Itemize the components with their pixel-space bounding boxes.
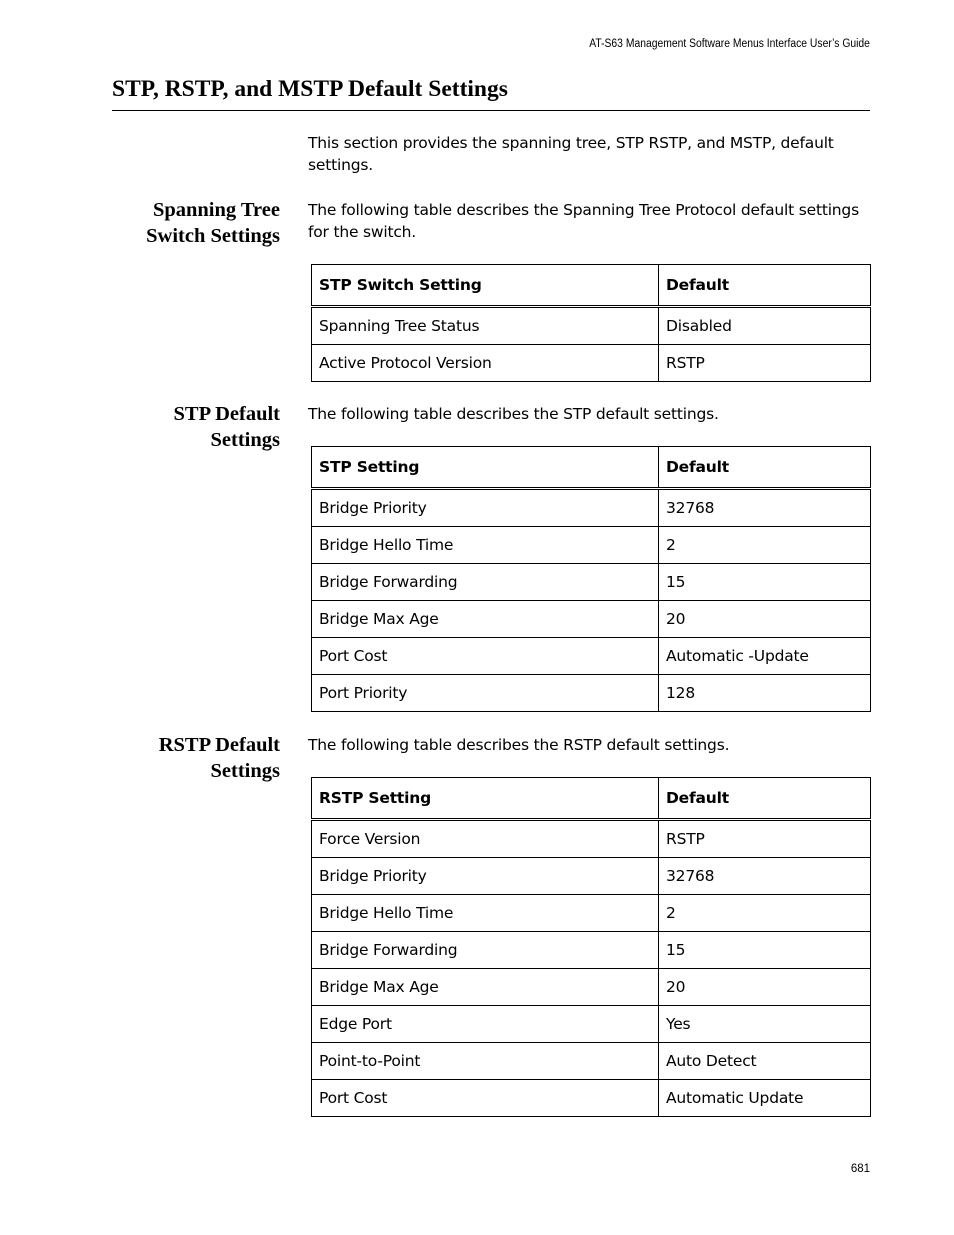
table-row bbox=[312, 489, 871, 527]
setting-name-cell: Bridge Max Age bbox=[312, 969, 659, 1006]
default-value-cell: 2 bbox=[659, 895, 871, 932]
default-value-cell: 15 bbox=[659, 932, 871, 969]
setting-name-cell: Bridge Forwarding bbox=[312, 932, 659, 969]
table-row bbox=[312, 1006, 871, 1043]
stp-settings-intro: The following table describes the STP default settings. bbox=[308, 405, 719, 423]
rstp-settings-heading bbox=[159, 732, 280, 784]
table-row bbox=[312, 564, 871, 601]
heading-line: Switch Settings bbox=[146, 225, 280, 247]
table-header-row bbox=[312, 265, 871, 307]
column-header-setting: STP Setting bbox=[312, 447, 659, 489]
table-row bbox=[312, 345, 871, 382]
heading-line: Spanning Tree bbox=[152, 199, 280, 221]
default-value-cell: 32768 bbox=[659, 858, 871, 895]
running-header: AT-S63 Management Software Menus Interface User’s Guide bbox=[589, 38, 870, 50]
default-value-cell: Automatic -Update bbox=[659, 638, 871, 675]
column-header-default: Default bbox=[659, 778, 871, 820]
table-row bbox=[312, 675, 871, 712]
column-header-default: Default bbox=[659, 447, 871, 489]
heading-line: RSTP Default bbox=[158, 734, 280, 756]
default-value-cell: RSTP bbox=[659, 345, 871, 382]
stp-settings-heading bbox=[174, 401, 281, 453]
setting-name-cell: Port Cost bbox=[312, 638, 659, 675]
default-value-cell: 2 bbox=[659, 527, 871, 564]
default-value-cell: 128 bbox=[659, 675, 871, 712]
default-value-cell: Disabled bbox=[659, 307, 871, 345]
setting-name-cell: Bridge Max Age bbox=[312, 601, 659, 638]
setting-name-cell: Bridge Hello Time bbox=[312, 527, 659, 564]
default-value-cell: 20 bbox=[659, 969, 871, 1006]
heading-line: Settings bbox=[210, 760, 280, 782]
default-value-cell: RSTP bbox=[659, 820, 871, 858]
table-row bbox=[312, 527, 871, 564]
page-title: STP, RSTP, and MSTP Default Settings bbox=[112, 76, 508, 102]
switch-settings-intro: The following table describes the Spanning Tree Protocol default settings for the switch. bbox=[308, 201, 859, 241]
section-intro: This section provides the spanning tree, STP RSTP, and MSTP, default settings. bbox=[308, 134, 834, 174]
setting-name-cell: Port Priority bbox=[312, 675, 659, 712]
setting-name-cell: Bridge Hello Time bbox=[312, 895, 659, 932]
rstp-settings-intro: The following table describes the RSTP default settings. bbox=[308, 736, 730, 754]
setting-name-cell: Bridge Priority bbox=[312, 858, 659, 895]
title-rule bbox=[112, 110, 870, 111]
page-number: 681 bbox=[850, 1163, 870, 1175]
default-value-cell: 32768 bbox=[659, 489, 871, 527]
switch-settings-heading bbox=[146, 197, 280, 249]
setting-name-cell: Active Protocol Version bbox=[312, 345, 659, 382]
table-row bbox=[312, 1043, 871, 1080]
default-value-cell: Yes bbox=[659, 1006, 871, 1043]
setting-name-cell: Spanning Tree Status bbox=[312, 307, 659, 345]
setting-name-cell: Bridge Forwarding bbox=[312, 564, 659, 601]
table-row bbox=[312, 1080, 871, 1117]
column-header-default: Default bbox=[659, 265, 871, 307]
setting-name-cell: Point-to-Point bbox=[312, 1043, 659, 1080]
table-header-row bbox=[312, 778, 871, 820]
rstp-settings-table bbox=[311, 777, 871, 1117]
table-row bbox=[312, 307, 871, 345]
table-row bbox=[312, 820, 871, 858]
default-value-cell: Automatic Update bbox=[659, 1080, 871, 1117]
setting-name-cell: Force Version bbox=[312, 820, 659, 858]
default-value-cell: 15 bbox=[659, 564, 871, 601]
default-value-cell: 20 bbox=[659, 601, 871, 638]
setting-name-cell: Edge Port bbox=[312, 1006, 659, 1043]
table-row bbox=[312, 969, 871, 1006]
setting-name-cell: Bridge Priority bbox=[312, 489, 659, 527]
default-value-cell: Auto Detect bbox=[659, 1043, 871, 1080]
table-row bbox=[312, 601, 871, 638]
table-row bbox=[312, 858, 871, 895]
table-row bbox=[312, 895, 871, 932]
column-header-setting: RSTP Setting bbox=[312, 778, 659, 820]
table-header-row bbox=[312, 447, 871, 489]
table-row bbox=[312, 932, 871, 969]
column-header-setting: STP Switch Setting bbox=[312, 265, 659, 307]
stp-settings-table bbox=[311, 446, 871, 712]
heading-line: Settings bbox=[210, 429, 280, 451]
heading-line: STP Default bbox=[173, 403, 280, 425]
setting-name-cell: Port Cost bbox=[312, 1080, 659, 1117]
table-row bbox=[312, 638, 871, 675]
switch-settings-table bbox=[311, 264, 871, 382]
